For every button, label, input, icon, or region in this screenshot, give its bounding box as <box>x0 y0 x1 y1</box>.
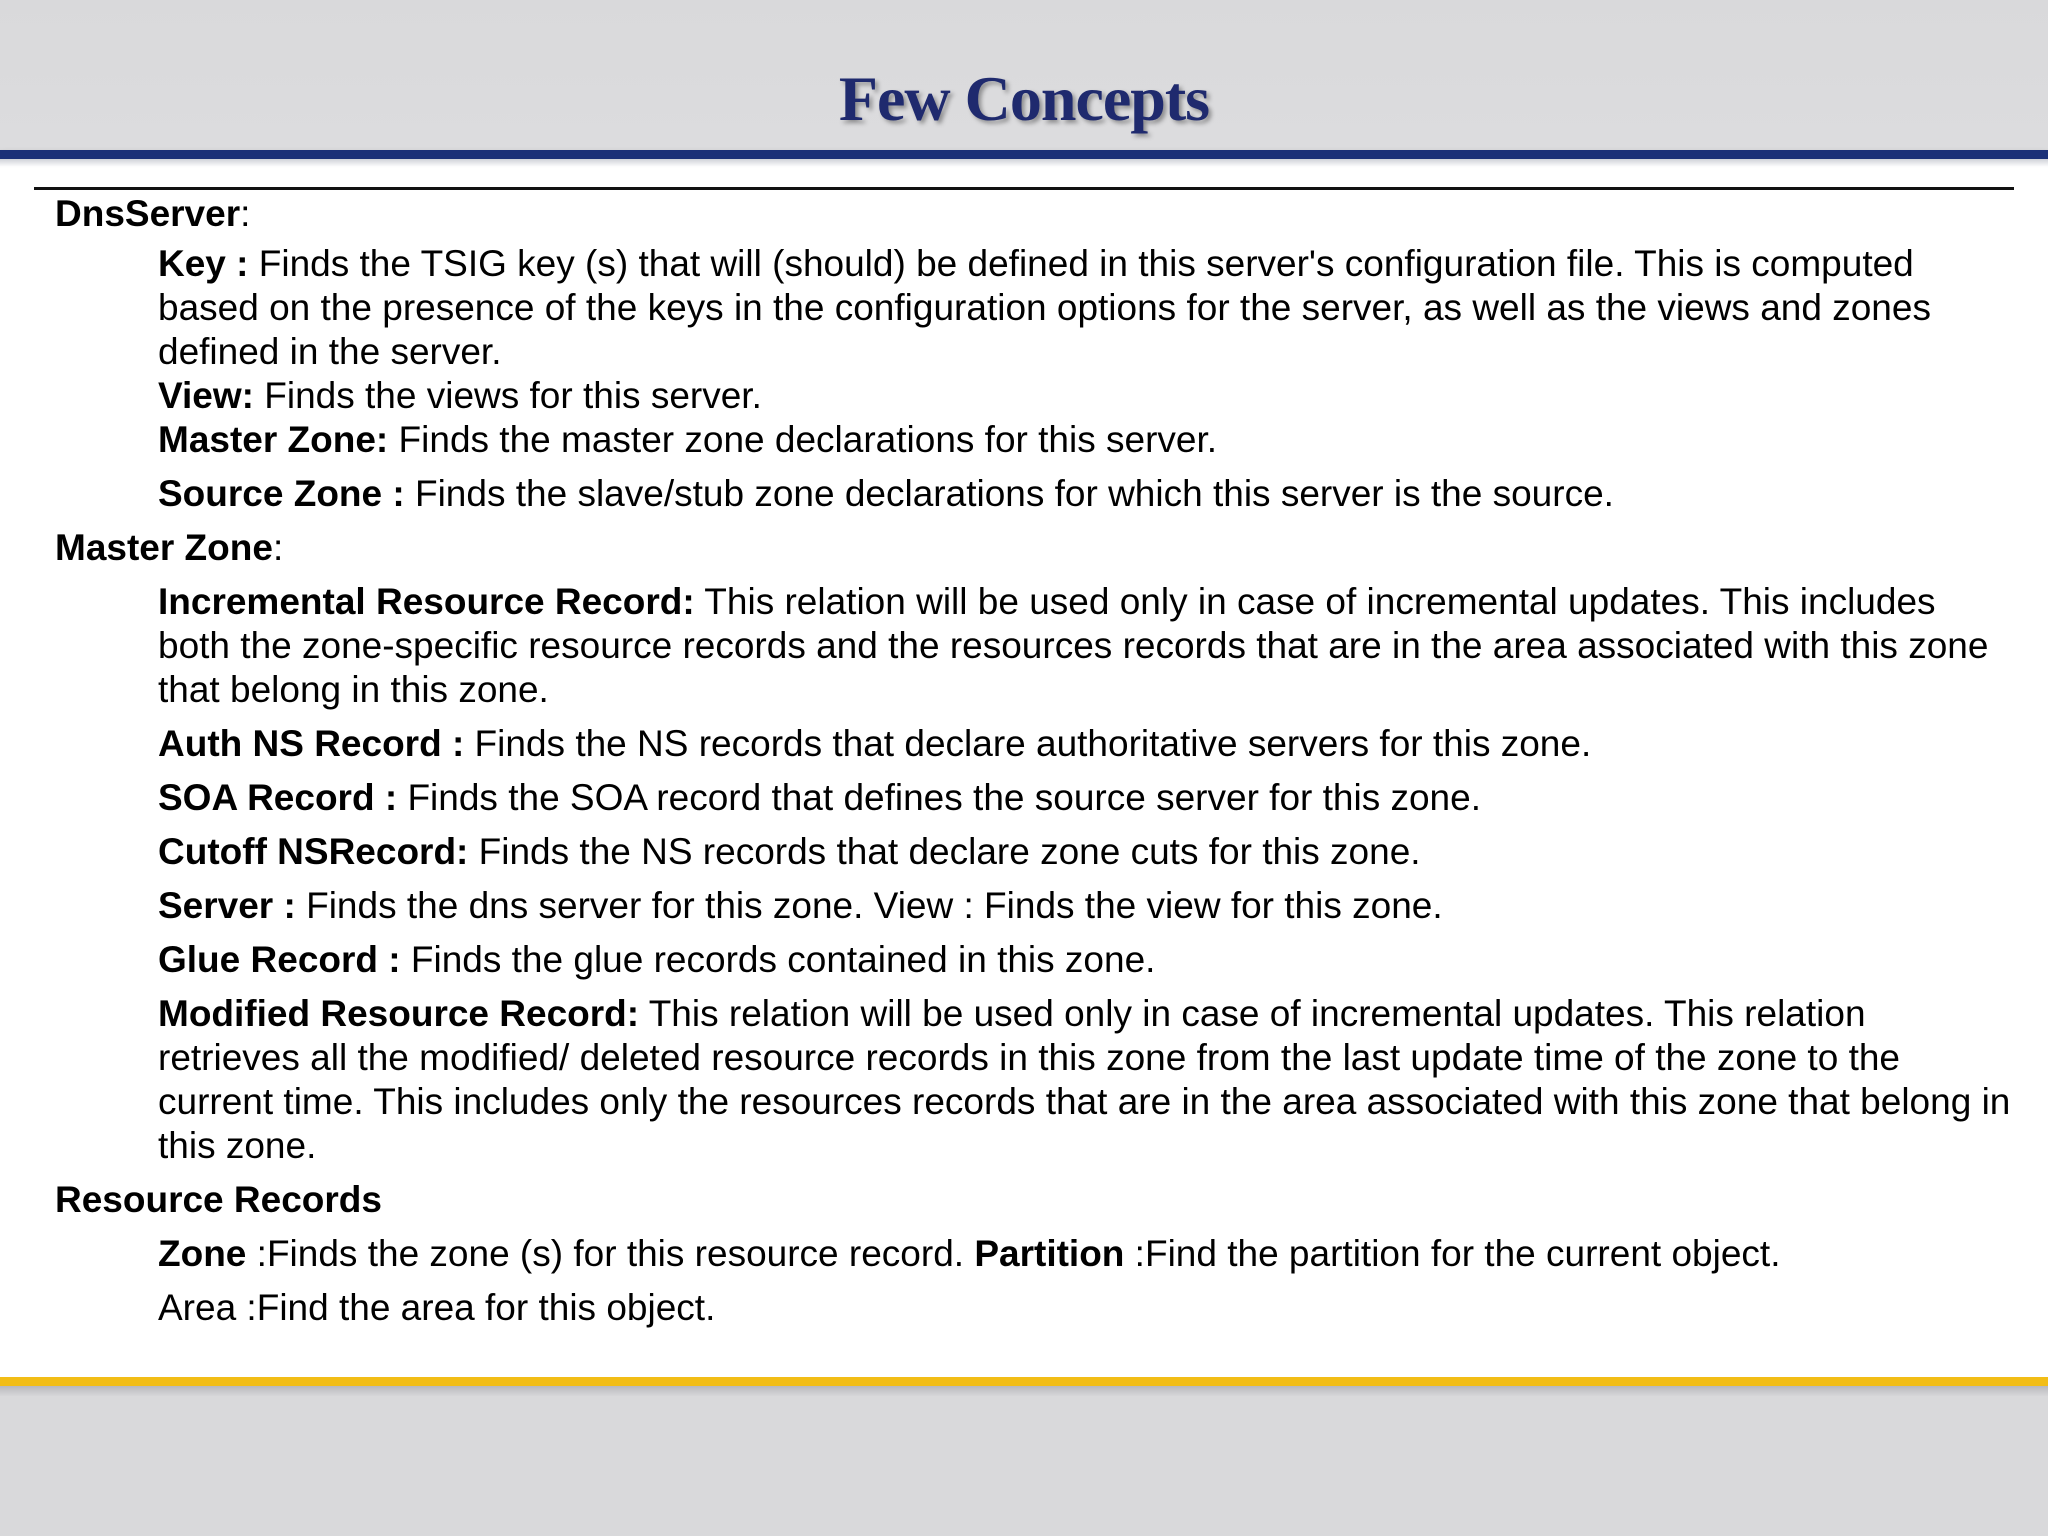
desc-auth-ns-record: Finds the NS records that declare authoritative servers for this zone. <box>464 723 1592 764</box>
definition-key <box>158 242 2015 374</box>
definition-modified-resource-record <box>158 992 2015 1168</box>
term-cutoff-nsrecord: Cutoff NSRecord: <box>158 831 469 872</box>
term-glue-record: Glue Record : <box>158 939 401 980</box>
footer-rule-shadow <box>0 1386 2048 1396</box>
term-partition: Partition <box>974 1233 1125 1274</box>
footer-band <box>0 1396 2048 1536</box>
slide-body <box>55 188 2015 1340</box>
desc-glue-record: Finds the glue records contained in this zone. <box>400 939 1156 980</box>
definition-incremental-resource-record <box>158 580 2015 712</box>
section-resource-records <box>55 1178 2015 1330</box>
desc-soa-record: Finds the SOA record that defines the source server for this zone. <box>397 777 1481 818</box>
header-rule-shadow <box>0 159 2048 167</box>
desc-zone: :Finds the zone (s) for this resource record. <box>246 1233 975 1274</box>
desc-cutoff-nsrecord: Finds the NS records that declare zone cuts for this zone. <box>468 831 1421 872</box>
term-modified-resource-record: Modified Resource Record: <box>158 993 640 1034</box>
definition-auth-ns-record <box>158 722 2015 766</box>
term-view: View: <box>158 375 254 416</box>
desc-key: Finds the TSIG key (s) that will (should) be defined in this server's configuration file. This is computed based on the presence of the keys in the configuration options for the server, as well as the views and zones defined in the server. <box>158 243 1931 372</box>
definition-server <box>158 884 2015 928</box>
desc-partition: :Find the partition for the current object. <box>1124 1233 1781 1274</box>
footer-gold-rule <box>0 1377 2048 1386</box>
definition-cutoff-nsrecord <box>158 830 2015 874</box>
desc-modified-resource-record: This relation will be used only in case of incremental updates. This relation retrieves all the modified/ deleted resource records in this zone from the last update time of the zone to the current time. This includes only the resources records that are in the area associated with this zone that belong in this zone. <box>158 993 2011 1166</box>
term-server: Server : <box>158 885 296 926</box>
section-heading-resource-records: Resource Records <box>55 1179 382 1220</box>
definition-soa-record <box>158 776 2015 820</box>
desc-incremental-resource-record: This relation will be used only in case of incremental updates. This includes both the zone-specific resource records and the resources records that are in the area associated with this zone that belong in this zone. <box>158 581 1989 710</box>
desc-view: Finds the views for this server. <box>253 375 762 416</box>
desc-server: Finds the dns server for this zone. View : Finds the view for this zone. <box>295 885 1443 926</box>
slide-title: Few Concepts <box>838 63 1210 134</box>
term-zone: Zone <box>158 1233 247 1274</box>
term-master-zone: Master Zone: <box>158 419 389 460</box>
section-dns-server <box>55 192 2015 516</box>
header-navy-rule <box>0 150 2048 159</box>
definition-view <box>158 374 2015 418</box>
definition-area: Area :Find the area for this object. <box>158 1287 716 1328</box>
section-heading-master-zone: Master Zone: <box>55 527 284 568</box>
definition-master-zone <box>158 418 2015 462</box>
definition-source-zone <box>158 472 2015 516</box>
term-auth-ns-record: Auth NS Record : <box>158 723 465 764</box>
desc-master-zone: Finds the master zone declarations for this server. <box>388 419 1218 460</box>
section-heading-dns-server: DnsServer: <box>55 193 251 234</box>
section-master-zone <box>55 526 2015 1168</box>
definition-glue-record <box>158 938 2015 982</box>
term-soa-record: SOA Record : <box>158 777 398 818</box>
term-source-zone: Source Zone : <box>158 473 405 514</box>
definition-zone-partition <box>158 1232 2015 1276</box>
term-key: Key : <box>158 243 249 284</box>
term-incremental-resource-record: Incremental Resource Record: <box>158 581 695 622</box>
desc-source-zone: Finds the slave/stub zone declarations for which this server is the source. <box>404 473 1614 514</box>
